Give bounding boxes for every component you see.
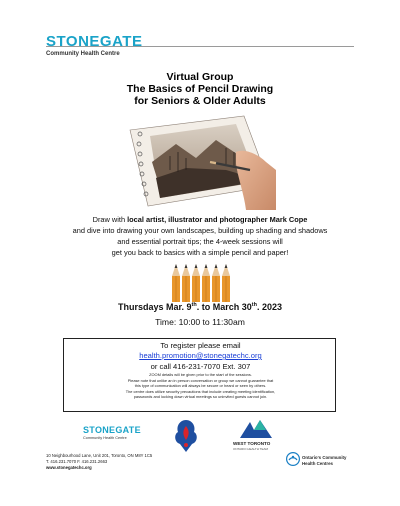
register-email-link[interactable]: health.promotion@stonegatechc.org bbox=[139, 351, 262, 360]
crest-logo-icon bbox=[172, 418, 200, 454]
dates-sup-2: th bbox=[251, 302, 257, 308]
ochc-logo-icon bbox=[286, 452, 300, 466]
footer-address-block bbox=[46, 453, 152, 471]
description-line-4: get you back to basics with a simple pencil and paper! bbox=[111, 248, 289, 257]
dates-year: . 2023 bbox=[256, 302, 282, 312]
description-line-3: and essential portrait tips; the 4-week sessions will bbox=[117, 237, 283, 246]
register-phone: or call 416-231-7070 Ext. 307 bbox=[150, 362, 251, 371]
session-time: Time: 10:00 to 11:30am bbox=[155, 317, 245, 327]
dates-sup-1: th bbox=[191, 302, 197, 308]
west-toronto-sublabel: ONTARIO HEALTH TEAM bbox=[233, 447, 269, 451]
ochc-label bbox=[302, 455, 346, 466]
header-divider bbox=[46, 46, 354, 47]
fine-print-3: this type of communication will always be secure or heard or seen by others. bbox=[134, 383, 267, 388]
dates-mid: . to March 30 bbox=[196, 302, 252, 312]
program-description bbox=[40, 214, 360, 258]
registration-box bbox=[63, 338, 336, 412]
stonegate-footer-logo: STONEGATE bbox=[83, 425, 141, 435]
artist-name: local artist, illustrator and photographer Mark Cope bbox=[127, 215, 308, 224]
description-line-2: and dive into drawing your own landscapes, building up shading and shadows bbox=[72, 226, 328, 235]
ochc-line-1: Ontario's Community bbox=[302, 455, 347, 460]
session-dates bbox=[0, 302, 400, 312]
title-line-3: for Seniors & Older Adults bbox=[134, 95, 266, 107]
west-toronto-logo-icon bbox=[236, 418, 276, 440]
fine-print-1: ZOOM details will be given prior to the start of the sessions. bbox=[149, 372, 252, 377]
west-toronto-label: WEST TORONTO bbox=[233, 441, 271, 446]
footer-address: 10 Neighbourhood Lane, Unit 201, Toronto, ON M8Y 1C5 bbox=[46, 453, 153, 458]
title-line-2: The Basics of Pencil Drawing bbox=[126, 83, 274, 95]
stonegate-footer-subtitle: Community Health Centre bbox=[83, 436, 127, 440]
fine-print-4: The centre does utilize security precautions that include creating meeting identification, bbox=[125, 388, 276, 394]
description-lead: Draw with bbox=[92, 215, 128, 224]
dates-start: Thursdays Mar. 9 bbox=[118, 302, 192, 312]
stonegate-logo: STONEGATE bbox=[46, 33, 143, 50]
pencil-drawing-illustration bbox=[126, 112, 276, 210]
footer-phone: T. 416.231.7070 F. 416.231.2663 bbox=[46, 459, 108, 464]
flyer-title bbox=[0, 71, 400, 107]
fine-print-5: passwords and locking down virtual meetings so uninvited guests cannot join. bbox=[133, 394, 268, 399]
stonegate-logo-subtitle: Community Health Centre bbox=[46, 51, 120, 57]
register-prompt: To register please email bbox=[160, 341, 241, 350]
ochc-line-2: Health Centres bbox=[302, 460, 333, 466]
pencils-illustration bbox=[170, 262, 232, 302]
title-line-1: Virtual Group bbox=[166, 71, 234, 83]
footer-website[interactable]: www.stonegatechc.org bbox=[46, 465, 92, 470]
fine-print-2: Please note that unlike an in person conversation or group we cannot guarantee that bbox=[127, 377, 274, 383]
